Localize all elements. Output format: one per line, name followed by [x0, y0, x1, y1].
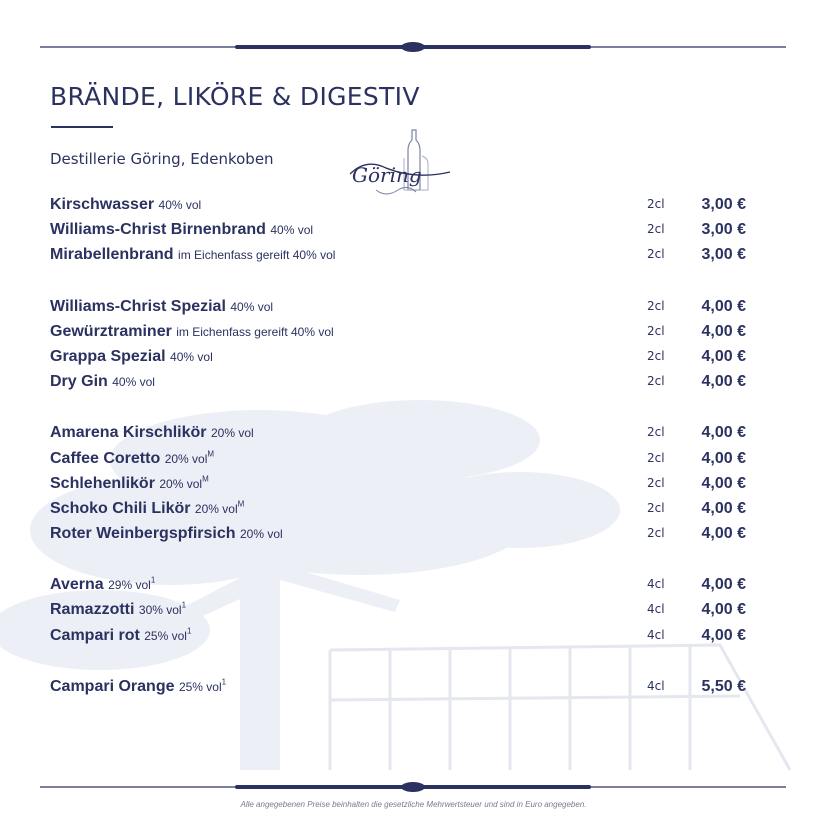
item-title: Schlehenlikör [50, 474, 155, 492]
item-detail: 25% vol [144, 628, 187, 643]
goering-logo [346, 128, 456, 200]
item-name [50, 674, 226, 700]
item-serving-size: 4cl [647, 602, 665, 617]
item-detail: im Eichenfass gereift 40% vol [178, 248, 336, 263]
item-serving-size: 2cl [647, 348, 665, 363]
menu-item [50, 294, 750, 319]
item-serving-size: 2cl [647, 425, 665, 440]
menu-item [50, 572, 750, 597]
item-detail: 29% vol [108, 578, 151, 593]
item-name [50, 446, 214, 472]
item-detail: 20% vol [194, 501, 238, 516]
item-name [50, 597, 186, 623]
menu-group [50, 192, 750, 268]
item-name [50, 521, 283, 547]
item-price: 3,00 € [701, 246, 746, 264]
svg-text:Göring: Göring [352, 163, 422, 187]
menu-group [50, 572, 750, 648]
item-price: 4,00 € [701, 525, 746, 543]
distillery-name: Destillerie Göring, Edenkoben [50, 150, 274, 168]
item-footnote-mark: 1 [181, 601, 187, 611]
item-footnote-mark: M [202, 474, 209, 484]
item-title: Williams-Christ Birnenbrand [50, 221, 266, 239]
item-price: 4,00 € [701, 322, 746, 340]
item-title: Campari Orange [50, 677, 175, 695]
item-title: Schoko Chili Likör [50, 499, 191, 517]
menu-item [50, 446, 750, 471]
item-serving-size: 2cl [647, 323, 665, 338]
title-underline [51, 126, 113, 128]
price-disclaimer: Alle angegebenen Preise beinhalten die gesetzliche Mehrwertsteuer und sind in Euro angegeben. [240, 800, 587, 809]
item-name [50, 623, 191, 649]
item-serving-size: 2cl [647, 500, 665, 515]
item-footnote-mark: 1 [150, 575, 156, 585]
item-name [50, 496, 244, 522]
item-serving-size: 2cl [647, 526, 665, 541]
item-price: 4,00 € [701, 347, 746, 365]
item-title: Ramazzotti [50, 601, 135, 619]
menu-item [50, 242, 750, 267]
item-price: 4,00 € [701, 373, 746, 391]
item-detail: 20% vol [159, 476, 203, 491]
menu-group [50, 674, 750, 699]
item-detail: 40% vol [230, 299, 274, 314]
item-title: Williams-Christ Spezial [50, 297, 226, 315]
item-detail: 40% vol [112, 375, 155, 390]
item-price: 4,00 € [701, 449, 746, 467]
item-detail: 25% vol [178, 679, 222, 694]
menu-item [50, 319, 750, 344]
menu-item [50, 496, 750, 521]
item-serving-size: 2cl [647, 247, 665, 262]
item-name [50, 369, 155, 395]
item-detail: 20% vol [164, 451, 208, 466]
item-serving-size: 4cl [647, 577, 665, 592]
item-title: Caffee Coretto [50, 449, 161, 467]
item-price: 4,00 € [701, 499, 746, 517]
menu-item [50, 217, 750, 242]
item-detail: 40% vol [158, 198, 202, 212]
item-name [50, 420, 254, 446]
item-name [50, 319, 334, 345]
menu-item [50, 420, 750, 445]
item-serving-size: 2cl [647, 374, 665, 389]
item-name [50, 242, 335, 268]
menu-group [50, 420, 750, 546]
item-detail: 40% vol [170, 349, 213, 364]
item-serving-size: 2cl [647, 475, 665, 490]
item-serving-size: 2cl [647, 298, 665, 313]
menu-item [50, 344, 750, 369]
item-title: Kirschwasser [50, 196, 155, 213]
item-price: 4,00 € [701, 601, 746, 619]
bottom-divider [40, 780, 786, 794]
page-title: BRÄNDE, LIKÖRE & DIGESTIV [50, 82, 420, 111]
item-price: 3,00 € [701, 221, 746, 239]
item-title: Grappa Spezial [50, 347, 166, 365]
top-divider [40, 40, 786, 54]
item-title: Averna [50, 576, 104, 594]
item-detail: 20% vol [210, 426, 254, 441]
item-detail: im Eichenfass gereift 40% vol [176, 324, 334, 339]
item-price: 4,00 € [701, 424, 746, 442]
item-price: 4,00 € [701, 474, 746, 492]
item-detail: 40% vol [270, 223, 314, 238]
menu-item [50, 192, 750, 217]
item-price: 4,00 € [701, 626, 746, 644]
item-price: 3,00 € [701, 196, 746, 213]
menu-item [50, 521, 750, 546]
item-footnote-mark: M [207, 449, 215, 459]
item-name [50, 192, 201, 218]
menu-item [50, 597, 750, 622]
item-price: 4,00 € [701, 297, 746, 315]
item-name [50, 572, 155, 598]
item-footnote-mark: 1 [221, 677, 227, 687]
item-serving-size: 2cl [647, 450, 665, 465]
menu-item [50, 623, 750, 648]
item-title: Dry Gin [50, 373, 108, 391]
item-name [50, 344, 213, 370]
item-footnote-mark: M [237, 499, 245, 509]
item-detail: 20% vol [239, 527, 283, 542]
item-footnote-mark: 1 [186, 626, 192, 636]
menu-item [50, 369, 750, 394]
item-serving-size: 2cl [647, 197, 665, 211]
item-serving-size: 4cl [647, 627, 665, 642]
menu-group [50, 294, 750, 395]
item-name [50, 217, 313, 243]
menu-item [50, 674, 750, 699]
menu-list [50, 192, 750, 725]
item-price: 4,00 € [701, 576, 746, 594]
item-price: 5,50 € [701, 677, 746, 695]
item-title: Roter Weinbergspfirsich [50, 525, 236, 543]
item-serving-size: 4cl [647, 678, 665, 693]
item-title: Campari rot [50, 626, 140, 644]
item-name [50, 294, 273, 320]
item-title: Mirabellenbrand [50, 246, 174, 264]
item-title: Amarena Kirschlikör [50, 424, 207, 442]
item-serving-size: 2cl [647, 222, 665, 237]
menu-item [50, 471, 750, 496]
item-name [50, 471, 209, 497]
item-title: Gewürztraminer [50, 322, 172, 340]
item-detail: 30% vol [138, 603, 182, 618]
